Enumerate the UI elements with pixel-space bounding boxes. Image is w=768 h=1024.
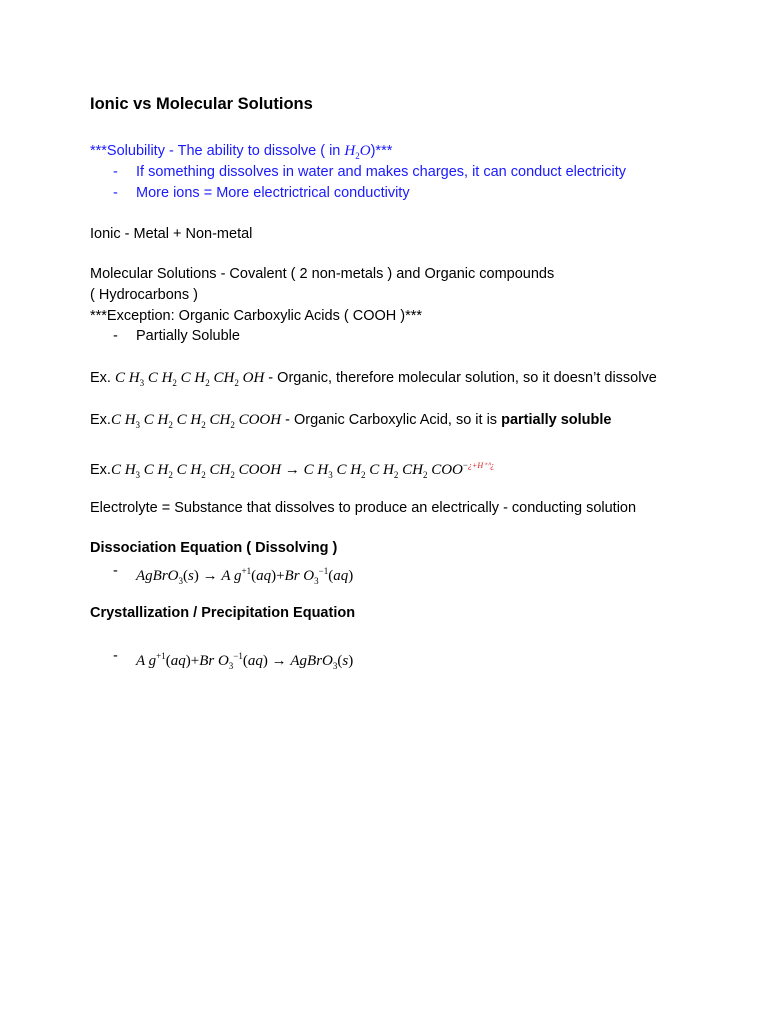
crystallization-heading: Crystallization / Precipitation Equation [90,605,356,621]
water-formula: $H_2O$ [344,143,371,161]
electrolyte-definition: Electrolyte = Substance that dissolves to produce an electrically - conducting solution [90,500,637,516]
example-3: Ex.C $H_3$ C $H_2$ C $H_2$ $CH_2$ COOH → C $H_3$ C $H_2$ C $H_2$ $CH_2$ $COO^{-¿+H^{+ii}¿}$ [90,460,495,480]
butanoic-acid-formula: C $H_3$ C $H_2$ C $H_2$ $CH_2$ COOH [110,412,282,430]
dissociation-heading: Dissociation Equation ( Dissolving ) [90,540,338,556]
example-2: Ex.C $H_3$ C $H_2$ C $H_2$ $CH_2$ COOH - Organic Carboxylic Acid, so it is partially soluble [90,412,612,430]
ionic-line: Ionic - Metal + Non-metal [90,226,253,242]
solubility-definition: ***Solubility - The ability to dissolve ( in $H_2O)***$ [90,143,393,161]
butanol-formula: C $H_3$ C $H_2$ C $H_2$ $CH_2$ OH [114,370,265,388]
render-error-mark: ¿+H⁺ⁱⁱ¿ [467,461,495,470]
molecular-line-2: ( Hydrocarbons ) [90,287,198,303]
page-title: Ionic vs Molecular Solutions [90,95,313,113]
acid-dissociation-equation: C $H_3$ C $H_2$ C $H_2$ $CH_2$ COOH → C $H_3$ C $H_2$ C $H_2$ $CH_2$ $COO^{-¿+H^{+ii}¿}$ [110,460,495,480]
example-1: Ex. C $H_3$ C $H_2$ C $H_2$ $CH_2$ OH - Organic, therefore molecular solution, so it doesn’t dissolve [90,370,657,388]
molecular-line-1: Molecular Solutions - Covalent ( 2 non-metals ) and Organic compounds [90,266,555,282]
exception-line: ***Exception: Organic Carboxylic Acids ( COOH )*** [90,308,423,324]
